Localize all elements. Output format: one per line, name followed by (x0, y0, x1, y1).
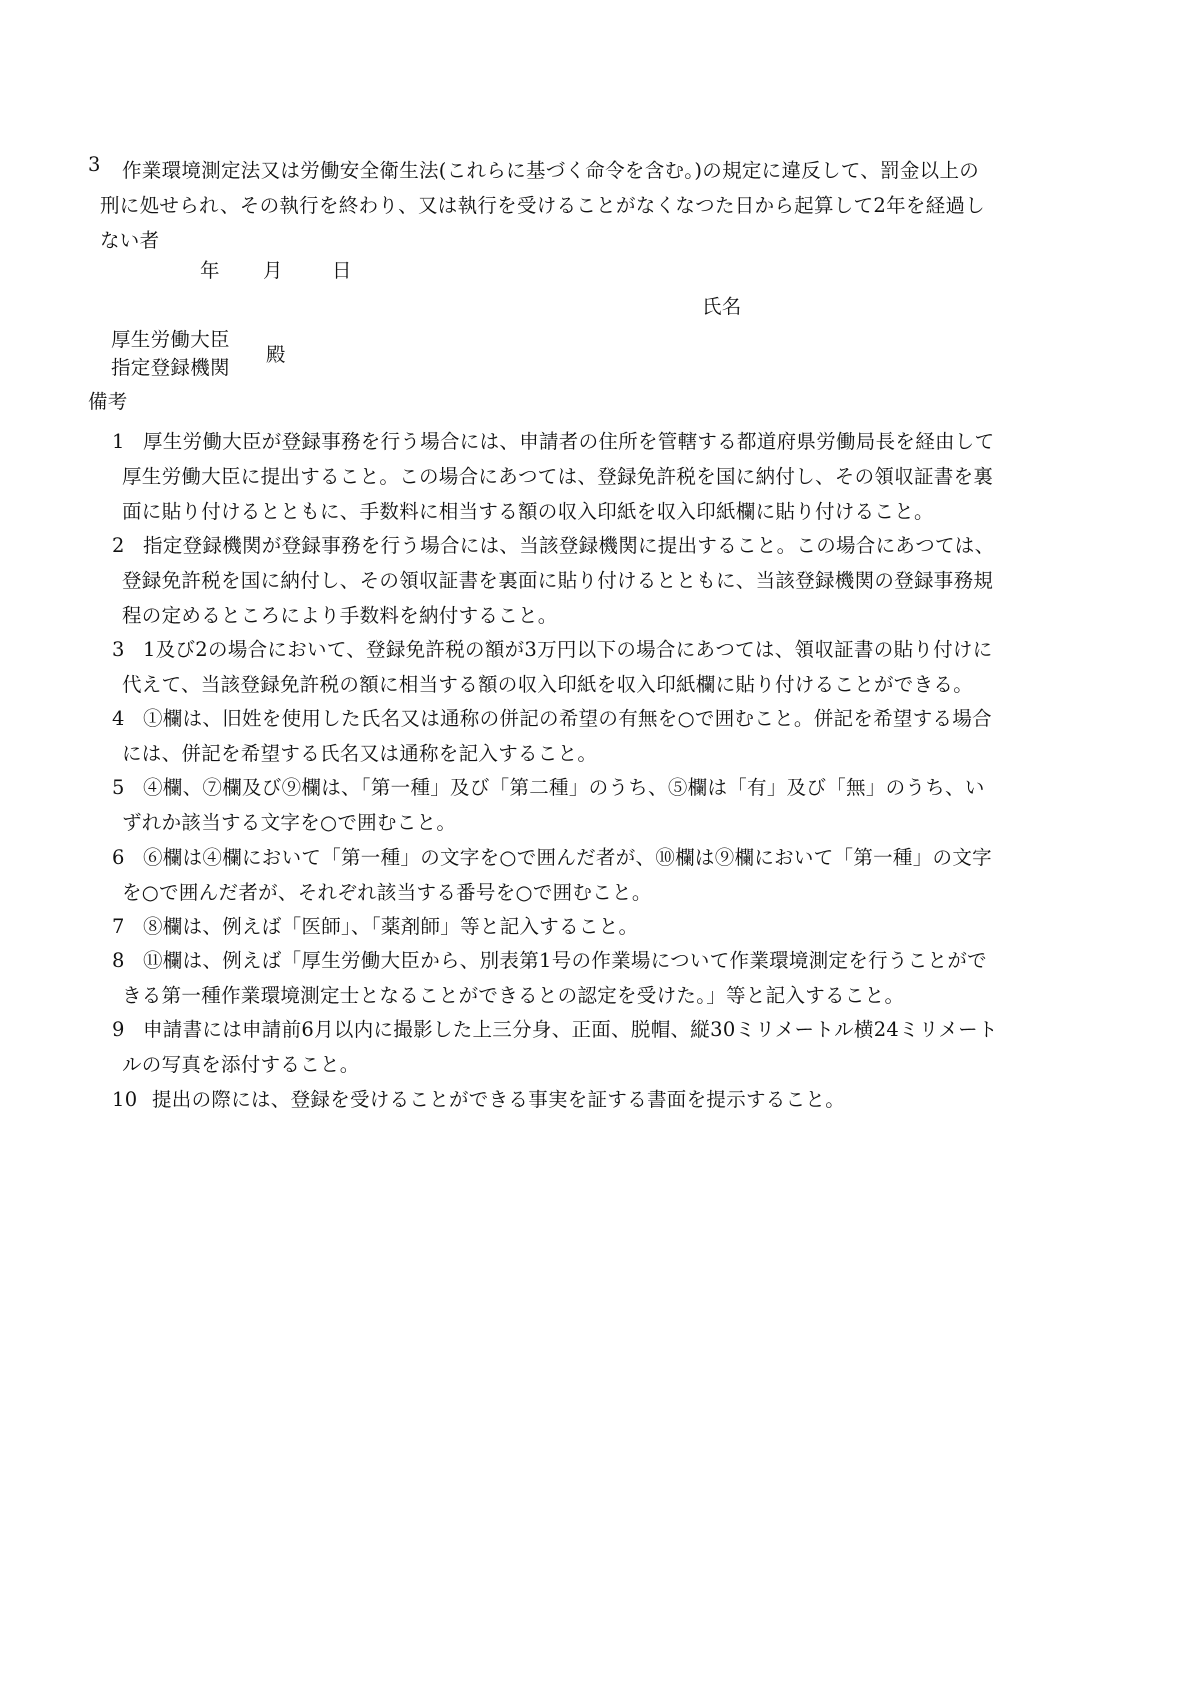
remark-line: ずれか該当する文字を○で囲むこと。 (122, 811, 457, 834)
remark-line: 申請書には申請前6月以内に撮影した上三分身、正面、脱帽、縦30ミリメートル横24ミリメート (143, 1018, 998, 1041)
remark-number: 9 (112, 1018, 125, 1041)
remark-line: ④欄、⑦欄及び⑨欄は、「第一種」及び「第二種」のうち、⑤欄は「有」及び「無」のうち、い (143, 776, 985, 799)
remark-number: 6 (112, 846, 125, 869)
remark-number: 3 (112, 638, 125, 661)
remark-line: 提出の際には、登録を受けることができる事実を証する書面を提示すること。 (152, 1088, 846, 1111)
remark-number: 8 (112, 949, 125, 972)
remark-line: きる第一種作業環境測定士となることができるとの認定を受けた。」等と記入すること。 (122, 984, 905, 1007)
name-label: 氏名 (702, 295, 742, 318)
remark-number: 5 (112, 776, 125, 799)
remark-line: ⑧欄は、例えば「医師」、「薬剤師」等と記入すること。 (143, 915, 639, 938)
remark-item-5 (112, 770, 1112, 840)
remark-line: 指定登録機関が登録事務を行う場合には、当該登録機関に提出すること。この場合にあつては、 (143, 534, 995, 557)
remark-line: 登録免許税を国に納付し、その領収証書を裏面に貼り付けるとともに、当該登録機関の登録事務規 (122, 569, 994, 592)
addressee-honorific: 殿 (266, 343, 286, 366)
remark-line: を○で囲んだ者が、それぞれ該当する番号を○で囲むこと。 (122, 881, 652, 904)
clause-3-text (100, 153, 1082, 258)
remark-item-6 (112, 840, 1112, 910)
remark-line: 1及び2の場合において、登録免許税の額が3万円以下の場合にあつては、領収証書の貼り付けに (143, 638, 993, 661)
remark-number: 1 (112, 430, 125, 453)
clause-line: ない者 (100, 229, 160, 252)
remark-line: ⑪欄は、例えば「厚生労働大臣から、別表第1号の作業場について作業環境測定を行うことがで (143, 949, 987, 972)
remark-number: 2 (112, 534, 125, 557)
remarks-title: 備考 (88, 390, 128, 413)
remark-line: ⑥欄は④欄において「第一種」の文字を○で囲んだ者が、⑩欄は⑨欄において「第一種」の文字 (143, 846, 992, 869)
remark-number: 7 (112, 915, 125, 938)
remark-number: 4 (112, 707, 125, 730)
date-year-label: 年 (200, 259, 220, 282)
remark-item-4 (112, 701, 1112, 771)
remark-item-10 (112, 1082, 1112, 1117)
remark-line: 厚生労働大臣に提出すること。この場合にあつては、登録免許税を国に納付し、その領収証書を裏 (122, 465, 994, 488)
addressee-registration-body: 指定登録機関 (111, 356, 230, 379)
remark-line: 厚生労働大臣が登録事務を行う場合には、申請者の住所を管轄する都道府県労働局長を経由して (143, 430, 995, 453)
remark-line: ①欄は、旧姓を使用した氏名又は通称の併記の希望の有無を○で囲むこと。併記を希望する場合 (143, 707, 992, 730)
remark-item-3 (112, 632, 1112, 702)
remark-number: 10 (112, 1088, 138, 1111)
remark-item-2 (112, 528, 1112, 633)
remark-line: 代えて、当該登録免許税の額に相当する額の収入印紙を収入印紙欄に貼り付けることができる。 (122, 673, 974, 696)
date-day-label: 日 (332, 259, 352, 282)
remark-line: 面に貼り付けるとともに、手数料に相当する額の収入印紙を収入印紙欄に貼り付けること。 (122, 500, 934, 523)
addressee-minister: 厚生労働大臣 (111, 328, 230, 351)
remark-item-9 (112, 1012, 1112, 1082)
remark-item-1 (112, 424, 1112, 529)
remark-item-8 (112, 943, 1112, 1013)
clause-line: 作業環境測定法又は労働安全衛生法(これらに基づく命令を含む。)の規定に違反して、罰金以上の (122, 159, 980, 182)
date-month-label: 月 (263, 259, 283, 282)
remark-line: には、併記を希望する氏名又は通称を記入すること。 (122, 742, 598, 765)
remark-line: 程の定めるところにより手数料を納付すること。 (122, 604, 558, 627)
remark-item-7 (112, 909, 1112, 944)
clause-line: 刑に処せられ、その執行を終わり、又は執行を受けることがなくなつた日から起算して2年を経過し (100, 194, 986, 217)
clause-number: 3 (88, 153, 101, 176)
remark-line: ルの写真を添付すること。 (122, 1053, 360, 1076)
